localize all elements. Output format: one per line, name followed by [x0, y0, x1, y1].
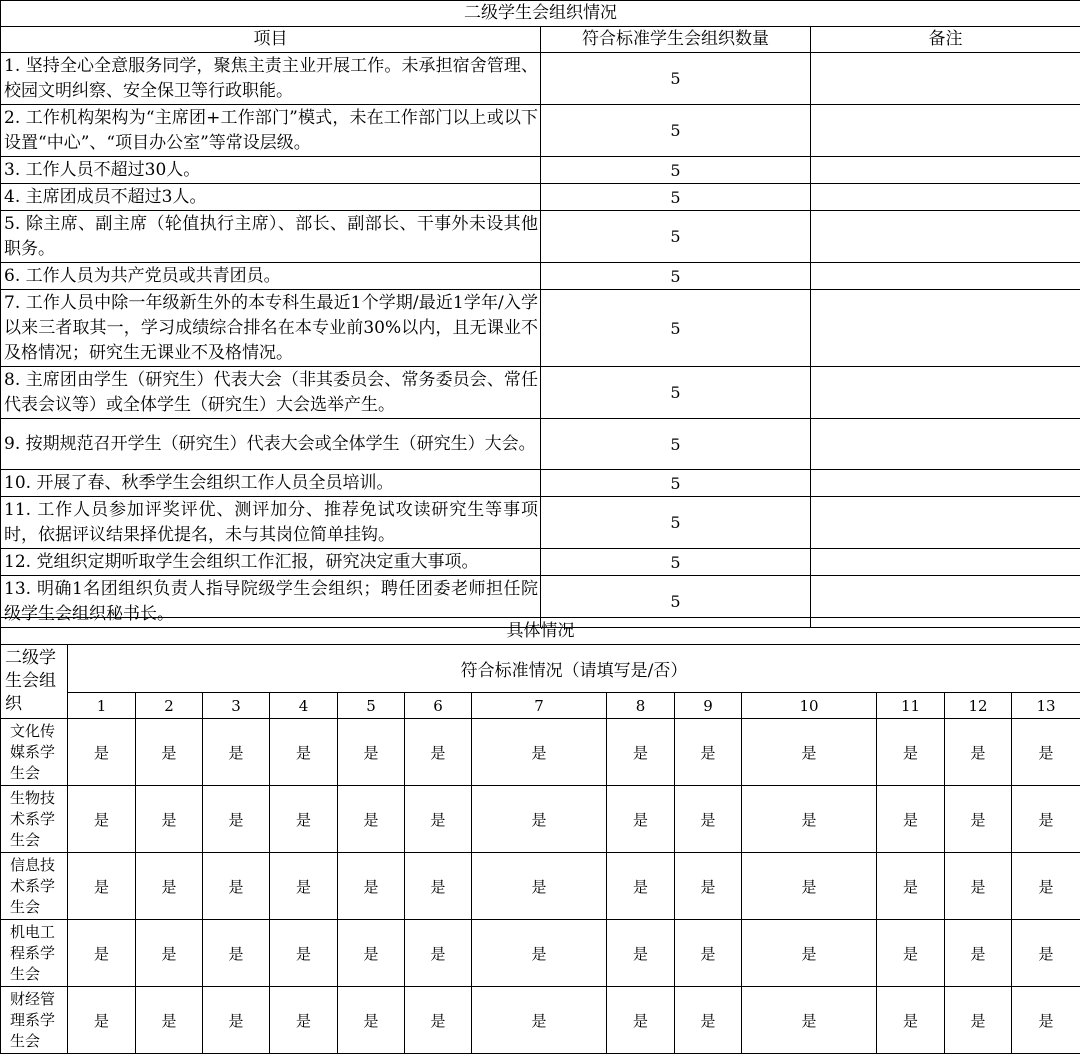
compliance-value: 是: [405, 920, 472, 987]
compliance-value: 是: [472, 987, 607, 1054]
criterion-number: 1: [68, 693, 136, 719]
compliance-value: 是: [68, 987, 136, 1054]
summary-row: [1, 290, 1080, 367]
note-cell: [811, 497, 1080, 549]
summary-row: [1, 211, 1080, 263]
count-value: 5: [541, 576, 811, 628]
compliance-value: 是: [742, 920, 877, 987]
compliance-value: 是: [136, 987, 203, 1054]
summary-row: [1, 263, 1080, 290]
compliance-value: 是: [270, 853, 338, 920]
compliance-value: 是: [1012, 987, 1080, 1054]
compliance-value: 是: [877, 719, 945, 786]
count-value: 5: [541, 263, 811, 290]
criterion-number: 4: [270, 693, 338, 719]
item-text: 5. 除主席、副主席（轮值执行主席）、部长、副部长、干事外未设其他职务。: [1, 211, 541, 263]
compliance-value: 是: [68, 853, 136, 920]
note-cell: [811, 211, 1080, 263]
compliance-value: 是: [945, 786, 1012, 853]
org-name: 文化传媒系学生会: [1, 719, 68, 786]
criterion-number: 3: [203, 693, 270, 719]
criterion-number: 11: [877, 693, 945, 719]
org-name: 生物技术系学生会: [1, 786, 68, 853]
compliance-value: 是: [607, 987, 675, 1054]
standard-header: 符合标准情况（请填写是/否）: [68, 645, 1080, 693]
item-text: 1. 坚持全心全意服务同学，聚焦主责主业开展工作。未承担宿舍管理、校园文明纠察、安全保卫等行政职能。: [1, 53, 541, 105]
org-name: 信息技术系学生会: [1, 853, 68, 920]
org-row: [1, 719, 1080, 786]
org-name: 机电工程系学生会: [1, 920, 68, 987]
criterion-number: 9: [675, 693, 742, 719]
item-text: 7. 工作人员中除一年级新生外的本专科生最近1个学期/最近1学年/入学以来三者取其一，学习成绩综合排名在本专业前30%以内，且无课业不及格情况；研究生无课业不及格情况。: [1, 290, 541, 367]
compliance-value: 是: [675, 853, 742, 920]
compliance-value: 是: [203, 920, 270, 987]
compliance-value: 是: [472, 853, 607, 920]
item-text: 11. 工作人员参加评奖评优、测评加分、推荐免试攻读研究生等事项时，依据评议结果择优提名，未与其岗位简单挂钩。: [1, 497, 541, 549]
compliance-value: 是: [877, 786, 945, 853]
compliance-value: 是: [1012, 786, 1080, 853]
note-cell: [811, 184, 1080, 211]
compliance-value: 是: [68, 786, 136, 853]
compliance-value: 是: [742, 719, 877, 786]
summary-row: [1, 497, 1080, 549]
org-row: [1, 920, 1080, 987]
compliance-value: 是: [68, 719, 136, 786]
compliance-value: 是: [607, 853, 675, 920]
note-cell: [811, 263, 1080, 290]
compliance-value: 是: [607, 719, 675, 786]
criterion-number: 6: [405, 693, 472, 719]
compliance-value: 是: [742, 853, 877, 920]
note-cell: [811, 367, 1080, 419]
item-text: 9. 按期规范召开学生（研究生）代表大会或全体学生（研究生）大会。: [1, 419, 541, 470]
item-text: 13. 明确1名团组织负责人指导院级学生会组织；聘任团委老师担任院级学生会组织秘书长。: [1, 576, 541, 628]
compliance-value: 是: [472, 920, 607, 987]
note-cell: [811, 549, 1080, 576]
criterion-number: 12: [945, 693, 1012, 719]
summary-row: [1, 157, 1080, 184]
org-row: [1, 786, 1080, 853]
compliance-value: 是: [338, 987, 405, 1054]
count-value: 5: [541, 105, 811, 157]
count-value: 5: [541, 419, 811, 470]
note-cell: [811, 470, 1080, 497]
compliance-value: 是: [270, 786, 338, 853]
compliance-value: 是: [203, 719, 270, 786]
compliance-value: 是: [136, 786, 203, 853]
compliance-value: 是: [136, 920, 203, 987]
compliance-value: 是: [472, 786, 607, 853]
compliance-value: 是: [270, 719, 338, 786]
compliance-value: 是: [877, 853, 945, 920]
details-table: [0, 617, 1080, 1054]
compliance-value: 是: [1012, 920, 1080, 987]
compliance-value: 是: [270, 920, 338, 987]
summary-row: [1, 419, 1080, 470]
count-value: 5: [541, 470, 811, 497]
compliance-value: 是: [945, 853, 1012, 920]
org-name: 财经管理系学生会: [1, 987, 68, 1054]
compliance-value: 是: [945, 987, 1012, 1054]
note-cell: [811, 53, 1080, 105]
compliance-value: 是: [742, 786, 877, 853]
compliance-value: 是: [338, 920, 405, 987]
criterion-number: 10: [742, 693, 877, 719]
compliance-value: 是: [945, 719, 1012, 786]
compliance-value: 是: [270, 987, 338, 1054]
compliance-value: 是: [136, 719, 203, 786]
item-text: 4. 主席团成员不超过3人。: [1, 184, 541, 211]
compliance-value: 是: [1012, 853, 1080, 920]
compliance-value: 是: [675, 920, 742, 987]
note-cell: [811, 290, 1080, 367]
note-cell: [811, 419, 1080, 470]
summary-title: 二级学生会组织情况: [1, 1, 1080, 27]
compliance-value: 是: [1012, 719, 1080, 786]
compliance-value: 是: [338, 853, 405, 920]
details-title: 具体情况: [1, 618, 1080, 645]
count-value: 5: [541, 157, 811, 184]
compliance-value: 是: [136, 853, 203, 920]
compliance-value: 是: [203, 853, 270, 920]
compliance-value: 是: [68, 920, 136, 987]
compliance-value: 是: [675, 786, 742, 853]
header-count: 符合标准学生会组织数量: [541, 27, 811, 53]
compliance-value: 是: [338, 786, 405, 853]
compliance-value: 是: [742, 987, 877, 1054]
item-text: 12. 党组织定期听取学生会组织工作汇报，研究决定重大事项。: [1, 549, 541, 576]
org-header: 二级学生会组织: [1, 645, 68, 719]
compliance-value: 是: [203, 987, 270, 1054]
compliance-value: 是: [472, 719, 607, 786]
summary-row: [1, 105, 1080, 157]
summary-row: [1, 549, 1080, 576]
criterion-number: 8: [607, 693, 675, 719]
compliance-value: 是: [405, 786, 472, 853]
count-value: 5: [541, 497, 811, 549]
count-value: 5: [541, 184, 811, 211]
criterion-number: 7: [472, 693, 607, 719]
item-text: 6. 工作人员为共产党员或共青团员。: [1, 263, 541, 290]
compliance-value: 是: [877, 920, 945, 987]
item-text: 8. 主席团由学生（研究生）代表大会（非其委员会、常务委员会、常任代表会议等）或全体学生（研究生）大会选举产生。: [1, 367, 541, 419]
criterion-number: 2: [136, 693, 203, 719]
org-row: [1, 987, 1080, 1054]
header-item: 项目: [1, 27, 541, 53]
compliance-value: 是: [405, 719, 472, 786]
compliance-value: 是: [607, 920, 675, 987]
item-text: 10. 开展了春、秋季学生会组织工作人员全员培训。: [1, 470, 541, 497]
compliance-value: 是: [338, 719, 405, 786]
note-cell: [811, 105, 1080, 157]
count-value: 5: [541, 53, 811, 105]
note-cell: [811, 157, 1080, 184]
header-note: 备注: [811, 27, 1080, 53]
compliance-value: 是: [675, 719, 742, 786]
summary-row: [1, 367, 1080, 419]
summary-row: [1, 53, 1080, 105]
summary-row: [1, 470, 1080, 497]
criterion-number: 5: [338, 693, 405, 719]
compliance-value: 是: [945, 920, 1012, 987]
compliance-value: 是: [405, 987, 472, 1054]
count-value: 5: [541, 211, 811, 263]
summary-row: [1, 184, 1080, 211]
compliance-value: 是: [203, 786, 270, 853]
compliance-value: 是: [607, 786, 675, 853]
count-value: 5: [541, 290, 811, 367]
criterion-number: 13: [1012, 693, 1080, 719]
compliance-value: 是: [405, 853, 472, 920]
count-value: 5: [541, 367, 811, 419]
item-text: 2. 工作机构架构为“主席团+工作部门”模式，未在工作部门以上或以下设置“中心”、“项目办公室”等常设层级。: [1, 105, 541, 157]
compliance-value: 是: [877, 987, 945, 1054]
item-text: 3. 工作人员不超过30人。: [1, 157, 541, 184]
compliance-value: 是: [675, 987, 742, 1054]
org-row: [1, 853, 1080, 920]
count-value: 5: [541, 549, 811, 576]
